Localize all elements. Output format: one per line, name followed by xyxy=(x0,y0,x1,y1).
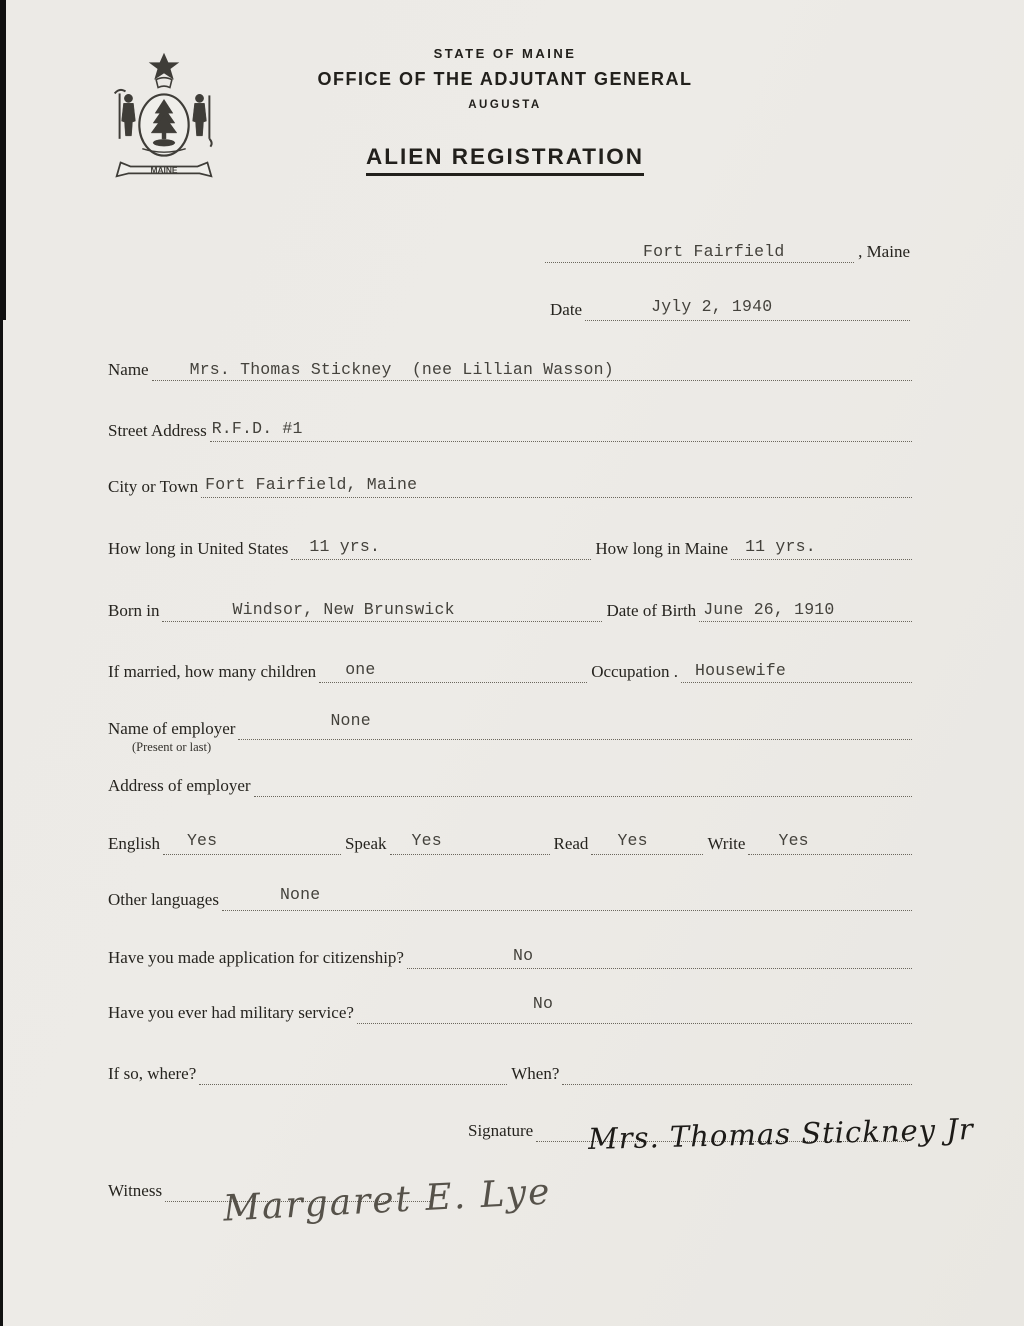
witness-handwriting: Margaret E. Lye xyxy=(222,1171,553,1230)
children-row xyxy=(108,658,912,683)
date-row xyxy=(550,296,910,321)
place-value: Fort Fairfield xyxy=(643,242,785,261)
street-address-row xyxy=(108,417,912,442)
children-label: If married, how many children xyxy=(108,662,317,681)
citizenship-row xyxy=(108,944,912,969)
english-value: Yes xyxy=(186,831,218,850)
military-field xyxy=(357,994,912,1024)
form-title: ALIEN REGISTRATION xyxy=(366,144,644,176)
read-label: Read xyxy=(553,834,589,853)
employer-sublabel: (Present or last) xyxy=(132,740,212,754)
how-long-row xyxy=(108,535,912,560)
employer-address-field xyxy=(254,772,912,797)
witness-row xyxy=(108,1171,553,1230)
date-of-birth-label: Date of Birth xyxy=(606,601,697,620)
signature-handwriting: Mrs. Thomas Stickney Jr xyxy=(587,1111,975,1157)
write-label: Write xyxy=(707,834,746,853)
street-address-field xyxy=(210,417,912,442)
how-long-us-field xyxy=(291,535,591,560)
employer-address-label: Address of employer xyxy=(108,776,251,795)
english-field xyxy=(163,830,341,855)
how-long-maine-value: 11 yrs. xyxy=(745,537,816,556)
date-label: Date xyxy=(550,300,583,319)
date-value: Jyly 2, 1940 xyxy=(651,297,773,316)
military-label: Have you ever had military service? xyxy=(108,1003,354,1022)
military-value: No xyxy=(532,994,554,1013)
city-field xyxy=(201,473,912,498)
employer-address-row xyxy=(108,772,912,797)
place-suffix: , Maine xyxy=(858,242,910,261)
english-label: English xyxy=(108,834,160,853)
other-languages-field xyxy=(222,886,912,911)
speak-label: Speak xyxy=(344,834,387,853)
citizenship-label: Have you made application for citizenship? xyxy=(108,948,404,967)
citizenship-value: No xyxy=(512,946,534,965)
city-label: City or Town xyxy=(108,477,199,496)
born-in-field xyxy=(162,597,602,622)
occupation-value: Housewife xyxy=(695,661,786,680)
name-label: Name xyxy=(108,360,149,379)
born-row xyxy=(108,597,912,622)
name-value: Mrs. Thomas Stickney (nee Lillian Wasson) xyxy=(189,360,614,379)
date-of-birth-value: June 26, 1910 xyxy=(703,600,835,619)
employer-value: None xyxy=(330,711,371,730)
other-languages-label: Other languages xyxy=(108,890,219,909)
agency-line-1: STATE OF MAINE xyxy=(433,46,577,61)
city-value: Fort Fairfield, Maine xyxy=(205,475,418,494)
letterhead xyxy=(290,46,720,176)
date-field xyxy=(585,296,910,321)
when-label: When? xyxy=(511,1064,560,1083)
witness-field xyxy=(165,1171,553,1230)
born-in-label: Born in xyxy=(108,601,160,620)
place-row xyxy=(545,238,913,263)
military-row xyxy=(108,994,912,1024)
children-field xyxy=(319,658,587,683)
speak-value: Yes xyxy=(411,831,442,850)
speak-field xyxy=(390,830,550,855)
name-row xyxy=(108,356,912,381)
signature-label: Signature xyxy=(468,1121,534,1140)
witness-label: Witness xyxy=(108,1181,163,1200)
employer-label: Name of employer xyxy=(108,719,236,738)
how-long-us-value: 11 yrs. xyxy=(309,537,381,556)
occupation-field xyxy=(681,658,912,683)
write-value: Yes xyxy=(778,831,809,850)
name-field xyxy=(152,356,912,381)
city-row xyxy=(108,473,912,498)
signature-row xyxy=(468,1111,975,1157)
write-field xyxy=(748,830,912,855)
agency-line-3: AUGUSTA xyxy=(468,99,542,111)
date-of-birth-field xyxy=(699,597,912,622)
read-value: Yes xyxy=(617,831,648,850)
if-so-where-field xyxy=(199,1060,507,1085)
employer-field xyxy=(238,711,912,740)
when-field xyxy=(562,1060,912,1085)
occupation-label: Occupation . xyxy=(591,662,679,681)
language-row xyxy=(108,830,912,855)
how-long-us-label: How long in United States xyxy=(108,539,289,558)
read-field xyxy=(591,830,703,855)
street-address-value: R.F.D. #1 xyxy=(211,419,303,438)
seal-banner-text: MAINE xyxy=(150,164,178,175)
place-field xyxy=(545,238,854,263)
other-languages-value: None xyxy=(279,885,321,904)
if-so-where-label: If so, where? xyxy=(108,1064,197,1083)
how-long-maine-label: How long in Maine xyxy=(595,539,729,558)
children-value: one xyxy=(345,660,376,679)
how-long-maine-field xyxy=(731,535,912,560)
other-languages-row xyxy=(108,886,912,911)
employer-row xyxy=(108,711,912,754)
street-address-label: Street Address xyxy=(108,421,207,440)
born-in-value: Windsor, New Brunswick xyxy=(232,600,455,619)
signature-field xyxy=(536,1111,975,1157)
where-when-row xyxy=(108,1060,912,1085)
agency-line-2: OFFICE OF THE ADJUTANT GENERAL xyxy=(317,69,693,89)
maine-state-seal-icon xyxy=(104,52,224,200)
citizenship-field xyxy=(407,944,912,969)
scan-edge-artifact-top xyxy=(0,0,6,320)
